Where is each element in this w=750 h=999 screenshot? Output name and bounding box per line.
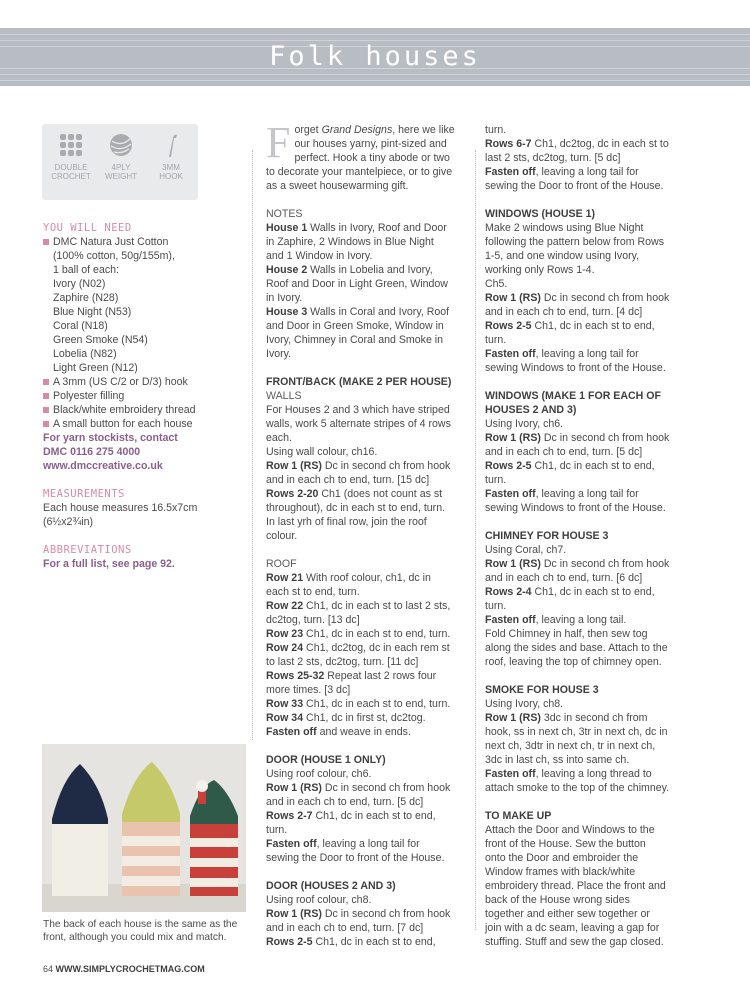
page-number: 64 (43, 964, 54, 974)
pattern-row: Fasten off, leaving a long tail for sewing the Door to front of the House. (266, 838, 445, 864)
make-up-heading: TO MAKE UP (485, 810, 552, 822)
chimney-heading: CHIMNEY FOR HOUSE 3 (485, 530, 609, 542)
column-divider (252, 150, 253, 740)
title-banner (0, 28, 750, 86)
houses-photo (42, 744, 246, 912)
windows-house23-rows (485, 417, 700, 515)
list-item: A small button for each house (43, 417, 243, 431)
column-divider (475, 150, 476, 930)
make-up-text (485, 823, 700, 949)
door-continued (485, 123, 700, 193)
drop-cap: F (266, 118, 291, 167)
chimney-rows (485, 543, 700, 669)
list-item: DMC Natura Just Cotton (43, 235, 243, 249)
windows-house1-rows (485, 221, 700, 375)
pattern-row: Row 1 (RS) Dc in second ch from hook and in each ch to end, turn. [5 dc] (266, 782, 451, 808)
door23-heading: DOOR (HOUSES 2 AND 3) (266, 880, 396, 892)
pattern-row: Using Coral, ch7. (485, 544, 567, 556)
pattern-row: Rows 2-20 Ch1 (does not count as st throughout), dc in each st to end, turn. In last yrh of final row, join the roof colour. (266, 488, 446, 542)
pattern-row: Rows 25-32 Repeat last 2 rows four more times. [3 dc] (266, 670, 437, 696)
pattern-row: Using roof colour, ch6. (266, 768, 372, 780)
roof-rows (266, 571, 471, 739)
pattern-column-middle: F orget Grand Designs, here we like our houses yarny, pint-sized and perfect. Hook a tiny abode or two to decorate your mantelpiece, or to give as a sweet housewarming gift. NOTES House 1 Walls in Ivory, Roof and Door in Zaphire, 2 Windows in Blue Night and 1 Window in Ivory. House 2 Walls in Lobelia and Ivory, Roof and Door in Light Green, Window in Ivory. House 3 Walls in Coral and Ivory, Roof and Door in Green Smoke, Window in Ivory, Chimney in Coral and Smoke in Ivory. FRONT/BACK (MAKE 2 PER HOUSE) WALLS For Houses 2 and 3 which have striped walls, work 5 alternate stripes of 4 rows each. Using wall colour, ch16. Row 1 (RS) Dc in second ch from hook and in each ch to end, turn. [15 dc] Rows 2-20 Ch1 (does not count as st throughout), dc in each st to end, turn. In last yrh of final row, join the roof colour. ROOF Row 21 With roof colour, ch1, dc in each st to end, turn. Row 22 Ch1, dc in each st to last 2 sts, dc2tog, turn. [13 dc] Row 23 Ch1, dc in each st to end, turn. Row 24 Ch1, dc2tog, dc in each rem st to last 2 sts, dc2tog, turn. [11 dc] Rows 25-32 Repeat last 2 rows four more times. [3 dc] Row 33 Ch1, dc in each st to end, turn. Row 34 Ch1, dc in first st, dc2tog. Fasten off and weave in ends. DOOR (HOUSE 1 ONLY) Using roof colour, ch6. Row 1 (RS) Dc in second ch from hook and in each ch to end, turn. [5 dc] Rows 2-7 Ch1, dc in each st to end, turn. Fasten off, leaving a long tail for sewing the Door to front of the House. DOOR (HOUSES 2 AND 3) Using roof colour, ch8. Row 1 (RS) Dc in second ch from hook and in each ch to end, turn. [7 dc] Rows 2-5 Ch1, dc in each st to end, (266, 123, 471, 949)
pattern-row: Rows 2-5 Ch1, dc in each st to end, (266, 936, 436, 948)
roof-heading: ROOF (266, 558, 297, 570)
double-crochet-badge: DOUBLE CROCHET (48, 132, 94, 181)
make-up-line: Attach the Door and Windows to the (485, 824, 655, 836)
notes-list (266, 221, 471, 361)
pattern-row: Row 34 Ch1, dc in first st, dc2tog. (266, 712, 426, 724)
pattern-row: House 2 Walls in Lobelia and Ivory, Roof and Door in Light Green, Window in Ivory. (266, 264, 448, 304)
make-up-line: back of the House wrong sides (485, 894, 630, 906)
pattern-row: Using Ivory, ch8. (485, 698, 564, 710)
yarn-ball-icon (108, 132, 134, 158)
list-item: Polyester filling (43, 389, 243, 403)
make-up-line: join with a dc seam, leaving a gap for (485, 922, 660, 934)
list-item: Black/white embroidery thread (43, 403, 243, 417)
website-link[interactable]: WWW.SIMPLYCROCHETMAG.COM (55, 964, 205, 974)
pattern-row: Fasten off, leaving a long tail for sewing the Door to front of the House. (485, 166, 664, 192)
pattern-row: Rows 2-7 Ch1, dc in each st to end, turn. (266, 810, 436, 836)
pattern-row: Row 24 Ch1, dc2tog, dc in each rem st to last 2 sts, dc2tog, turn. [11 dc] (266, 642, 450, 668)
make-up-line: together and either sew together or (485, 908, 650, 920)
pattern-row: turn. (485, 124, 507, 136)
make-up-line: stuffing. Stuff and sew the gap closed. (485, 936, 664, 948)
door1-heading: DOOR (HOUSE 1 ONLY) (266, 754, 386, 766)
make-up-line: Window frames with black/white (485, 866, 636, 878)
stockist-phone: DMC 0116 275 4000 (43, 446, 141, 458)
pattern-row: Row 21 With roof colour, ch1, dc in each st to end, turn. (266, 572, 431, 598)
notes-heading: NOTES (266, 208, 303, 220)
walls-rows (266, 459, 471, 543)
pattern-row: Row 1 (RS) Dc in second ch from hook and in each ch to end, turn. [6 dc] (485, 558, 670, 584)
windows-house1-heading: WINDOWS (HOUSE 1) (485, 208, 596, 220)
pattern-row: Row 1 (RS) Dc in second ch from hook and in each ch to end, turn. [4 dc] (485, 292, 670, 318)
pattern-row: Row 22 Ch1, dc in each st to last 2 sts, dc2tog, turn. [13 dc] (266, 600, 451, 626)
pattern-row: Row 23 Ch1, dc in each st to end, turn. (266, 628, 451, 640)
measurements-heading: MEASUREMENTS (43, 488, 125, 500)
make-up-line: onto the Door and embroider the (485, 852, 639, 864)
pattern-row: Fasten off, leaving a long thread to attach smoke to the top of the chimney. (485, 768, 670, 794)
stockist-text: For yarn stockists, contact (43, 432, 178, 444)
page-footer (43, 962, 205, 976)
pattern-row: House 1 Walls in Ivory, Roof and Door in Zaphire, 2 Windows in Blue Night and 1 Window in Ivory. (266, 222, 447, 262)
pattern-row: Make 2 windows using Blue Night following the pattern below from Rows 1-5, and one window using Ivory, working only Rows 1-4. Ch5. (485, 222, 665, 290)
pattern-row: Row 1 (RS) Dc in second ch from hook and in each ch to end, turn. [5 dc] (485, 432, 670, 458)
door23-rows (266, 893, 471, 949)
pattern-row: Row 1 (RS) Dc in second ch from hook and in each ch to end, turn. [15 dc] (266, 460, 451, 486)
materials-column: YOU WILL NEED DMC Natura Just Cotton (100% cotton, 50g/155m), 1 ball of each: Ivory (N02) Zaphire (N28) Blue Night (N53) Coral (N18) Green Smoke (N54) Lobelia (N82) Light Green (N12) A 3mm (US C/2 or D/3) hook Polyester filling Black/white embroidery thread A small button for each house For yarn stockists, contact DMC 0116 275 4000 www.dmccreative.co.uk MEASUREMENTS Each house measures 16.5x7cm (6½x2¾in) ABBREVIATIONS For a full list, see page 92. (43, 221, 243, 571)
abbreviations-link[interactable]: For a full list, see page 92. (43, 558, 175, 570)
page-title: Folk houses (269, 41, 481, 72)
make-up-line: embroidery thread. Place the front and (485, 880, 666, 892)
pattern-row: Using roof colour, ch8. (266, 894, 372, 906)
pattern-row: Row 1 (RS) Dc in second ch from hook and in each ch to end, turn. [7 dc] (266, 908, 451, 934)
pattern-row: Row 1 (RS) 3dc in second ch from hook, ss in next ch, 3tr in next ch, dc in next ch, 3dtr in next ch, tr in next ch, 3dc in last ch, ss into same ch. (485, 712, 668, 766)
front-back-heading: FRONT/BACK (MAKE 2 PER HOUSE) (266, 376, 452, 388)
pattern-row: Rows 2-5 Ch1, dc in each st to end, turn. (485, 320, 655, 346)
smoke-heading: SMOKE FOR HOUSE 3 (485, 684, 599, 696)
list-item: A 3mm (US C/2 or D/3) hook (43, 375, 243, 389)
pattern-row: Rows 6-7 Ch1, dc2tog, dc in each st to last 2 sts, dc2tog, turn. [5 dc] (485, 138, 669, 164)
crochet-hook-icon (158, 132, 184, 158)
pattern-row: Fasten off and weave in ends. (266, 726, 411, 738)
you-will-need-heading: YOU WILL NEED (43, 222, 132, 234)
abbreviations-heading: ABBREVIATIONS (43, 544, 132, 556)
door1-rows (266, 767, 471, 865)
pattern-row: Rows 2-4 Ch1, dc in each st to end, turn. (485, 586, 655, 612)
pattern-row: Fasten off, leaving a long tail for sewing Windows to front of the House. (485, 488, 666, 514)
stockist-link[interactable]: www.dmccreative.co.uk (43, 460, 163, 472)
hook-size-badge: 3MM HOOK (148, 132, 194, 181)
pattern-column-right (485, 123, 700, 949)
pattern-row: Rows 2-5 Ch1, dc in each st to end, turn. (485, 460, 655, 486)
pattern-row: Row 33 Ch1, dc in each st to end, turn. (266, 698, 451, 710)
pattern-row: Using Ivory, ch6. (485, 418, 564, 430)
smoke-rows (485, 697, 700, 795)
windows-house23-heading: WINDOWS (MAKE 1 FOR EACH OF HOUSES 2 AND 3) (485, 390, 661, 416)
intro-paragraph: F orget Grand Designs, here we like our houses yarny, pint-sized and perfect. Hook a tiny abode or two to decorate your mantelpiece, or to give as a sweet housewarming gift. (266, 118, 455, 192)
yarn-weight-badge: 4PLY WEIGHT (98, 132, 144, 181)
crochet-houses-illustration (42, 744, 246, 912)
pattern-row: House 3 Walls in Coral and Ivory, Roof and Door in Green Smoke, Window in Ivory, Chimney in Coral and Smoke in Ivory. (266, 306, 450, 360)
make-up-line: front of the House. Sew the button (485, 838, 646, 850)
photo-caption: The back of each house is the same as the front, although you could mix and match. (43, 919, 238, 943)
pattern-row: Fasten off, leaving a long tail for sewing Windows to front of the House. (485, 348, 666, 374)
pattern-row: Fasten off, leaving a long tail. Fold Chimney in half, then sew tog along the sides and base. Attach to the roof, leaving the top of chimney open. (485, 614, 668, 668)
walls-heading: WALLS (266, 390, 302, 402)
stitch-icon (58, 132, 84, 158)
gauge-panel (42, 124, 198, 200)
